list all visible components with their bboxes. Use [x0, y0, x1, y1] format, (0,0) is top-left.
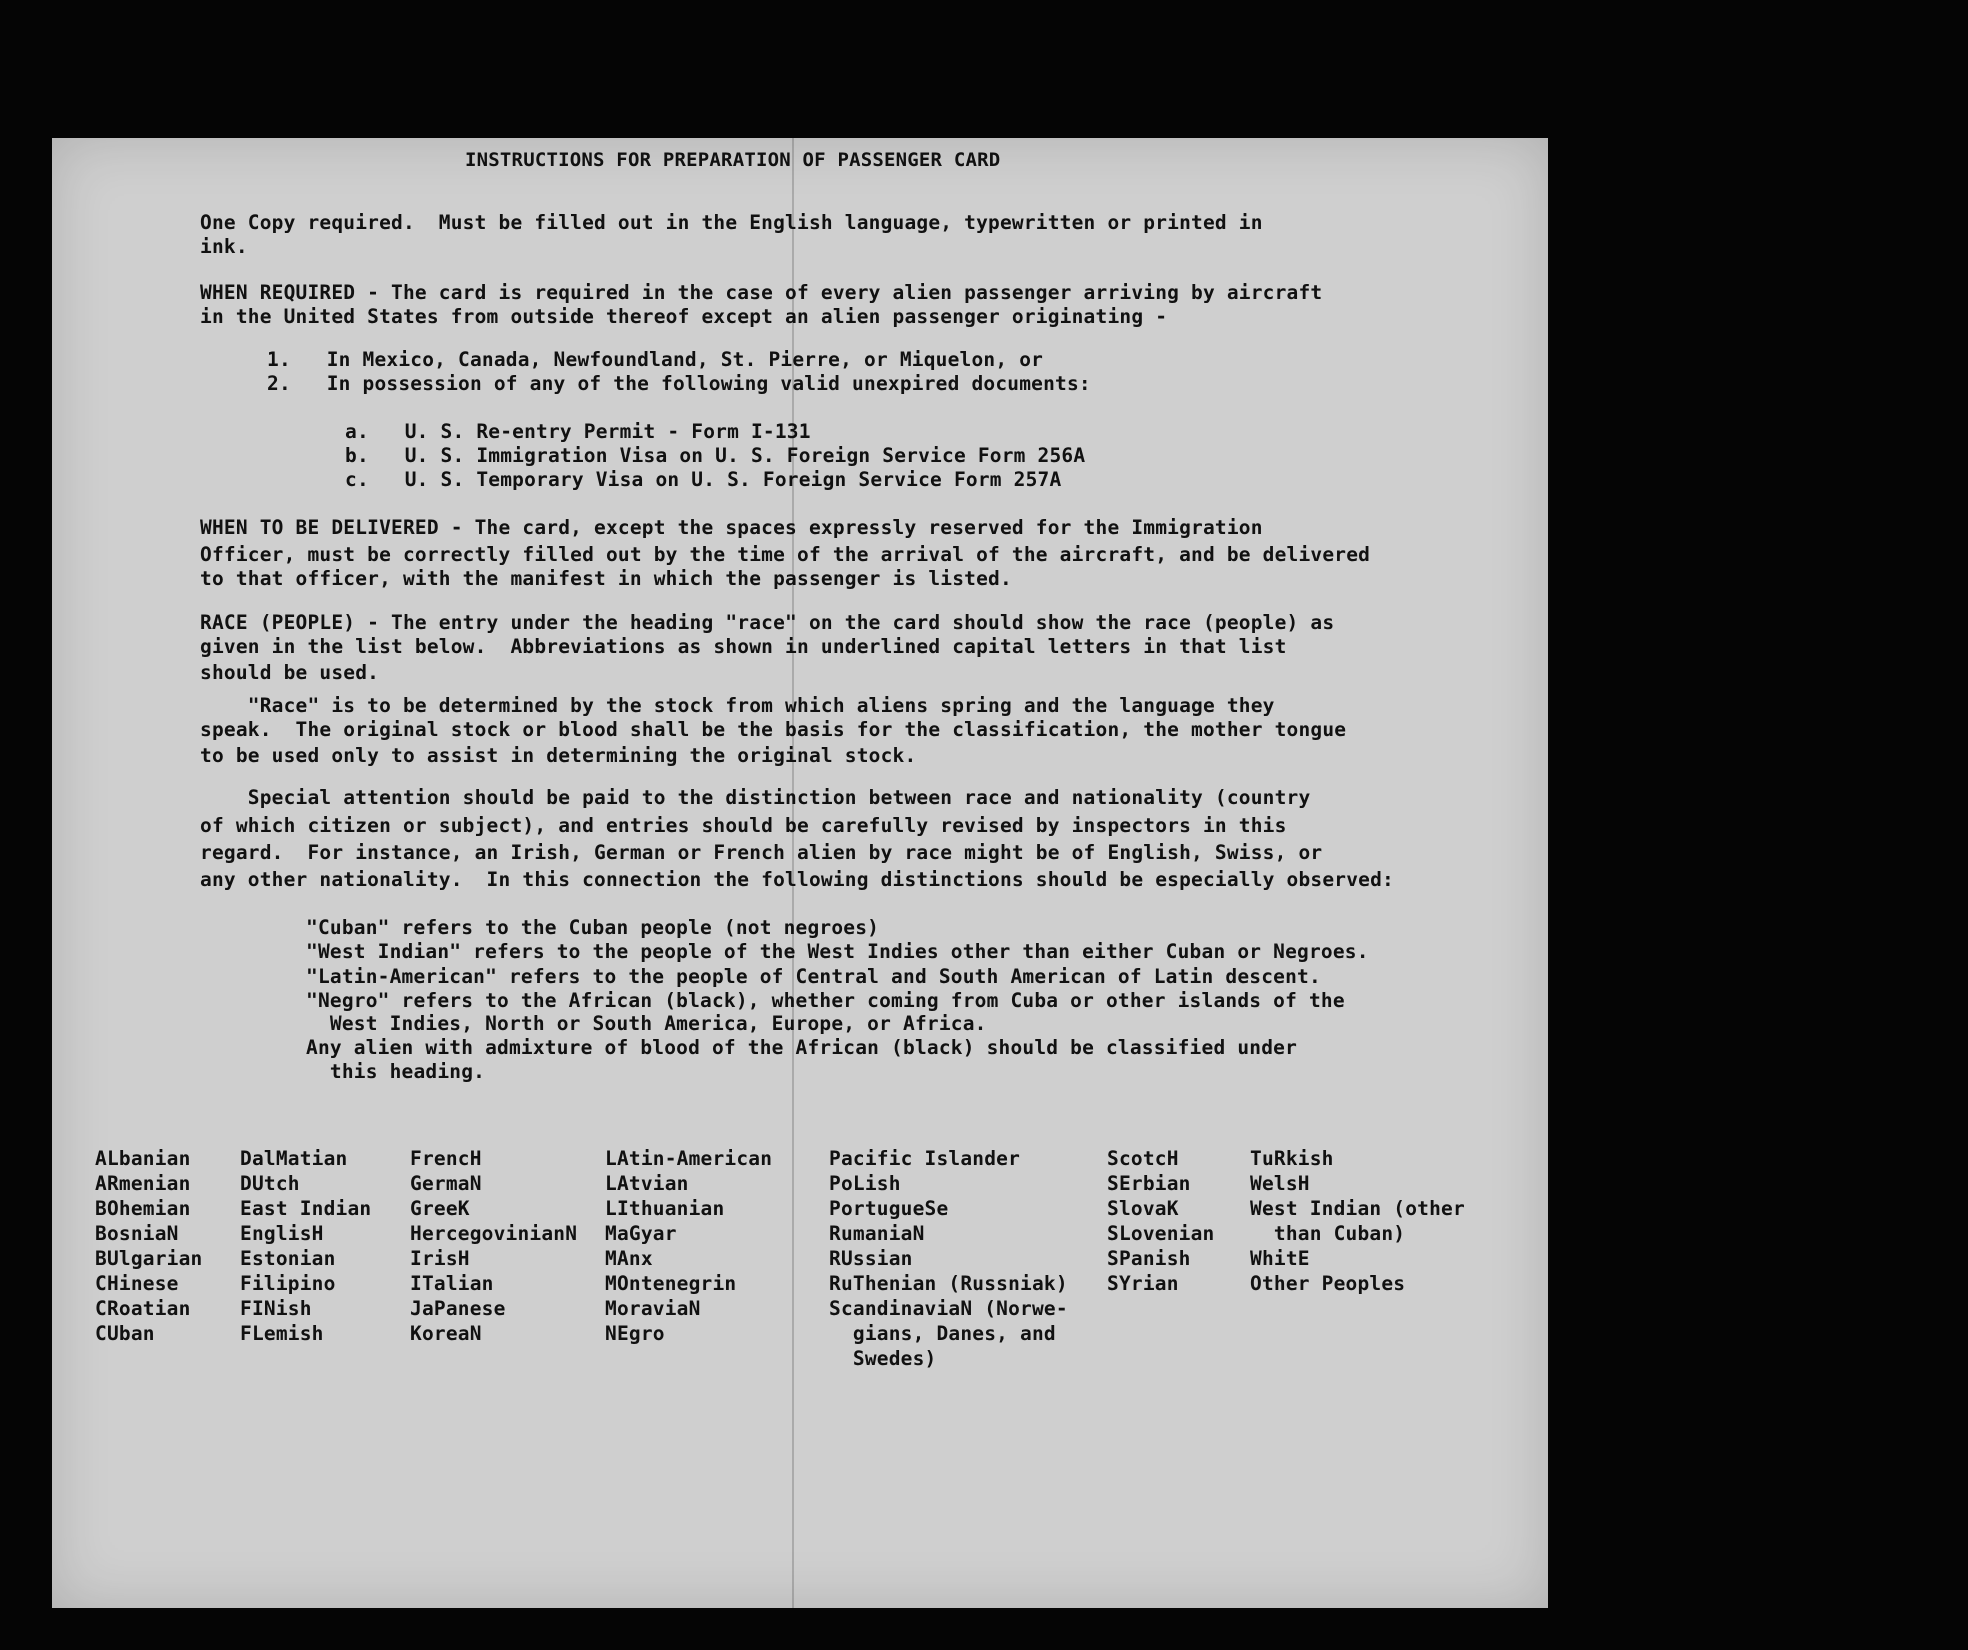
race-item: East Indian [240, 1197, 372, 1220]
distinction-line-4: "Negro" refers to the African (black), whether coming from Cuba or other islands of the [306, 989, 1345, 1012]
race-item: RumaniaN [829, 1222, 925, 1245]
race-people-line-2: given in the list below. Abbreviations as shown in underlined capital letters in that list [200, 635, 1287, 658]
race-item: GreeK [410, 1197, 470, 1220]
special-attention-line-1: Special attention should be paid to the distinction between race and nationality (country [200, 786, 1311, 809]
race-item: RUssian [829, 1247, 913, 1270]
race-item: PoLish [829, 1172, 901, 1195]
race-item: GermaN [410, 1172, 482, 1195]
race-item: BosniaN [95, 1222, 179, 1245]
race-item: SLovenian [1107, 1222, 1215, 1245]
when-delivered-line-2: Officer, must be correctly filled out by the time of the arrival of the aircraft, and be delivered [200, 543, 1371, 566]
race-determined-line-2: speak. The original stock or blood shall be the basis for the classification, the mother tongue [200, 718, 1347, 741]
race-column-2 [240, 1146, 371, 1346]
intro-line-2: ink. [200, 235, 248, 258]
race-item: WelsH [1250, 1172, 1310, 1195]
distinction-line-6: Any alien with admixture of blood of the African (black) should be classified under [306, 1036, 1298, 1059]
distinction-line-1: "Cuban" refers to the Cuban people (not negroes) [306, 916, 880, 939]
race-item: gians, Danes, and [829, 1322, 1056, 1345]
distinction-line-7: this heading. [306, 1060, 486, 1083]
race-item: Pacific Islander [829, 1147, 1021, 1170]
lettered-item-a: a. U. S. Re-entry Permit - Form I-131 [345, 420, 811, 443]
race-determined-line-1: "Race" is to be determined by the stock from which aliens spring and the language they [200, 694, 1275, 717]
special-attention-line-2: of which citizen or subject), and entries should be carefully revised by inspectors in this [200, 814, 1287, 837]
when-required-line-1: WHEN REQUIRED - The card is required in the case of every alien passenger arriving by aircraft [200, 281, 1323, 304]
race-item: LIthuanian [605, 1197, 725, 1220]
lettered-item-b: b. U. S. Immigration Visa on U. S. Foreign Service Form 256A [345, 444, 1086, 467]
distinction-line-3: "Latin-American" refers to the people of Central and South American of Latin descent. [306, 965, 1321, 988]
race-item: LAtin-American [605, 1147, 773, 1170]
race-item: DUtch [240, 1172, 300, 1195]
race-item: Filipino [240, 1272, 336, 1295]
race-column-4 [605, 1146, 772, 1346]
race-column-7 [1250, 1146, 1465, 1296]
lettered-item-c: c. U. S. Temporary Visa on U. S. Foreign Service Form 257A [345, 468, 1062, 491]
race-item: PortugueSe [829, 1197, 949, 1220]
race-item: EnglisH [240, 1222, 324, 1245]
race-item: ALbanian [95, 1147, 191, 1170]
race-item: SYrian [1107, 1272, 1179, 1295]
race-item: Other Peoples [1250, 1272, 1406, 1295]
race-column-5 [829, 1146, 1068, 1371]
numbered-item-1: 1. In Mexico, Canada, Newfoundland, St. Pierre, or Miquelon, or [267, 348, 1044, 371]
race-item: MaGyar [605, 1222, 677, 1245]
race-item: FrencH [410, 1147, 482, 1170]
race-column-3 [410, 1146, 577, 1346]
distinction-line-2: "West Indian" refers to the people of the West Indies other than either Cuban or Negroes. [306, 940, 1369, 963]
race-item: ScotcH [1107, 1147, 1179, 1170]
numbered-item-2: 2. In possession of any of the following valid unexpired documents: [267, 372, 1091, 395]
race-item: West Indian (other [1250, 1197, 1465, 1220]
race-item: IrisH [410, 1247, 470, 1270]
race-item: ScandinaviaN (Norwe- [829, 1297, 1068, 1320]
when-delivered-line-1: WHEN TO BE DELIVERED - The card, except the spaces expressly reserved for the Immigration [200, 516, 1263, 539]
race-item: MAnx [605, 1247, 653, 1270]
special-attention-line-3: regard. For instance, an Irish, German or French alien by race might be of English, Swiss, or [200, 841, 1323, 864]
document-title: INSTRUCTIONS FOR PREPARATION OF PASSENGER CARD [465, 149, 1001, 171]
race-item: LAtvian [605, 1172, 689, 1195]
race-item: FLemish [240, 1322, 324, 1345]
race-item: NEgro [605, 1322, 665, 1345]
intro-line-1: One Copy required. Must be filled out in the English language, typewritten or printed in [200, 211, 1263, 234]
race-item: BOhemian [95, 1197, 191, 1220]
race-item: SlovaK [1107, 1197, 1179, 1220]
race-item: JaPanese [410, 1297, 506, 1320]
document-page [52, 138, 1548, 1608]
race-item: Estonian [240, 1247, 336, 1270]
race-item: SPanish [1107, 1247, 1191, 1270]
race-determined-line-3: to be used only to assist in determining the original stock. [200, 744, 917, 767]
when-delivered-line-3: to that officer, with the manifest in which the passenger is listed. [200, 567, 1012, 590]
race-item: ARmenian [95, 1172, 191, 1195]
special-attention-line-4: any other nationality. In this connection the following distinctions should be especially observed: [200, 868, 1394, 891]
when-required-line-2: in the United States from outside thereof except an alien passenger originating - [200, 305, 1168, 328]
race-item: WhitE [1250, 1247, 1310, 1270]
race-item: MOntenegrin [605, 1272, 737, 1295]
race-item: CUban [95, 1322, 155, 1345]
race-people-line-3: should be used. [200, 661, 380, 684]
distinction-line-5: West Indies, North or South America, Europe, or Africa. [306, 1012, 987, 1035]
race-column-6 [1107, 1146, 1214, 1296]
race-item: BUlgarian [95, 1247, 203, 1270]
race-item: KoreaN [410, 1322, 482, 1345]
race-item: MoraviaN [605, 1297, 701, 1320]
race-item: CHinese [95, 1272, 179, 1295]
race-item: DalMatian [240, 1147, 348, 1170]
race-people-line-1: RACE (PEOPLE) - The entry under the heading "race" on the card should show the race (people) as [200, 611, 1335, 634]
race-item: HercegovinianN [410, 1222, 578, 1245]
race-item: than Cuban) [1250, 1222, 1406, 1245]
race-item: ITalian [410, 1272, 494, 1295]
race-item: Swedes) [829, 1347, 937, 1370]
race-item: TuRkish [1250, 1147, 1334, 1170]
race-column-1 [95, 1146, 202, 1346]
race-item: CRoatian [95, 1297, 191, 1320]
race-item: RuThenian (Russniak) [829, 1272, 1068, 1295]
race-item: SErbian [1107, 1172, 1191, 1195]
race-item: FINish [240, 1297, 312, 1320]
